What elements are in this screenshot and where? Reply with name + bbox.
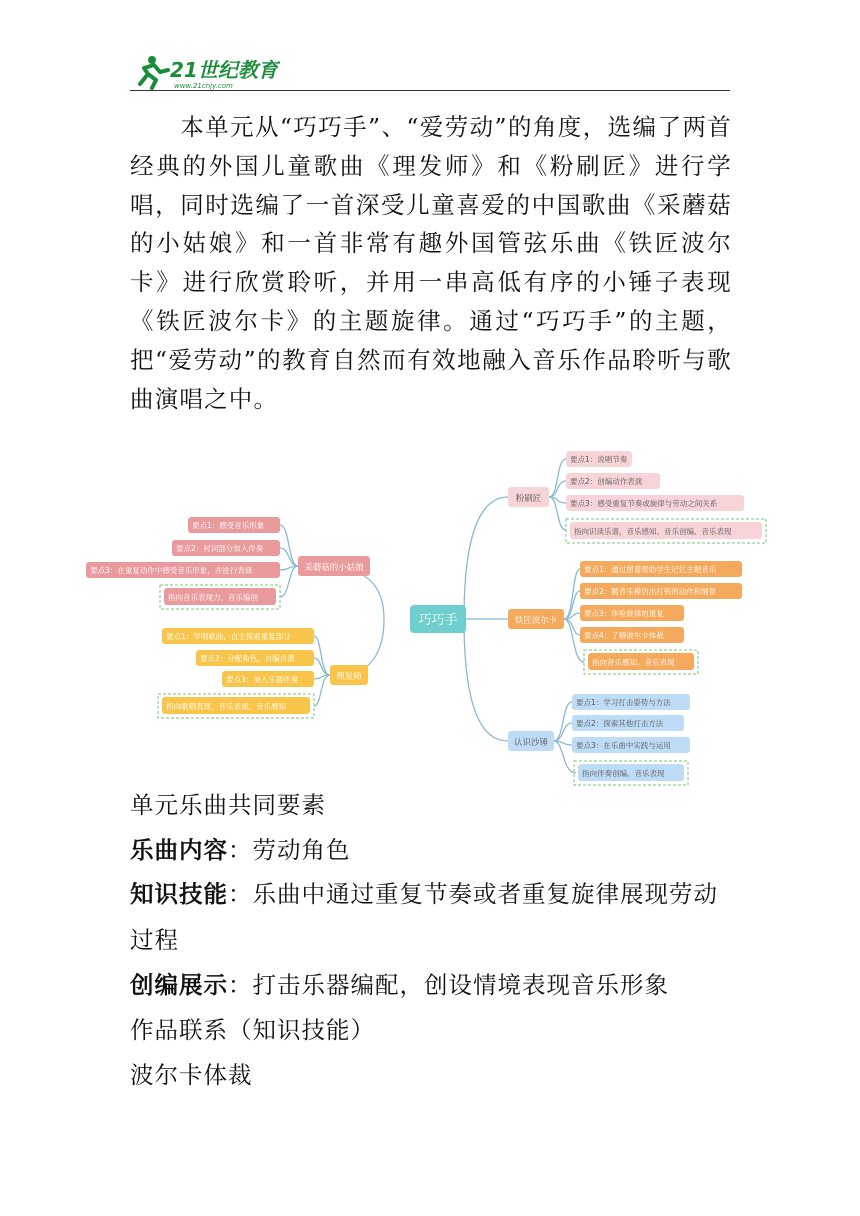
branch-label: 理发师 <box>336 672 362 682</box>
point-item: 要点1：学唱歌曲，自主探索重复部分 <box>166 632 291 641</box>
goal-item: 指向音乐感知、音乐表现 <box>592 658 675 667</box>
label-creative-display: 创编展示 <box>130 971 228 999</box>
goal-item: 指向伴奏创编、音乐表现 <box>582 769 665 778</box>
point-item: 要点3：在重复动作中感受音乐形象，并进行表演 <box>90 566 253 575</box>
branch-label: 粉刷匠 <box>515 494 542 504</box>
point-item: 要点2：衬词部分加入伴奏 <box>176 544 264 553</box>
point-item: 要点1：感受音乐形象 <box>192 521 265 530</box>
branch-fenshuajiang <box>508 451 766 543</box>
logo-url: www.21cnjy.com <box>174 82 233 90</box>
line-music-content <box>130 831 351 865</box>
mindmap <box>84 445 774 795</box>
label-knowledge-skills: 知识技能 <box>130 880 228 908</box>
value-music-content: ：劳动角色 <box>228 836 351 864</box>
point-item: 要点2：随音乐模仿出打铁的动作和情景 <box>584 587 717 596</box>
branch-label: 认识沙锤 <box>513 738 549 748</box>
line-creative-display <box>130 966 669 1000</box>
point-item: 要点1：通过图谱帮助学生记忆主题音乐 <box>584 565 717 574</box>
line-knowledge-skills-cont: 过程 <box>130 926 179 954</box>
point-item: 要点4：了解波尔卡体裁 <box>584 631 664 640</box>
point-item: 要点3：加入乐器伴奏 <box>226 675 299 684</box>
line-knowledge-skills <box>130 875 718 909</box>
value-knowledge-skills: ：乐曲中通过重复节奏或者重复旋律展现劳动 <box>228 880 718 908</box>
value-creative-display: ：打击乐器编配，创设情境表现音乐形象 <box>228 971 669 999</box>
intro-paragraph <box>130 108 732 418</box>
goal-item: 指向歌唱表现、音乐表演、音乐感知 <box>166 702 286 711</box>
mindmap-center-node <box>410 605 466 633</box>
point-item: 要点3：在乐曲中实践与运用 <box>576 741 671 750</box>
branch-label: 采蘑菇的小姑娘 <box>304 563 364 573</box>
header-divider <box>130 90 730 91</box>
logo-text: 21世纪教育 <box>170 58 278 82</box>
branch-caimogu <box>86 517 370 609</box>
branch-label: 铁匠波尔卡 <box>514 616 558 626</box>
runner-icon <box>140 56 168 88</box>
point-item: 要点3：体验旋律的重复 <box>584 609 664 618</box>
branch-lifashi <box>158 628 368 718</box>
line-common-elements: 单元乐曲共同要素 <box>130 791 326 819</box>
point-item: 要点3：感受重复节奏或旋律与劳动之间关系 <box>570 499 718 508</box>
intro-text: 本单元从“巧巧手”、“爱劳动”的角度，选编了两首经典的外国儿童歌曲《理发师》和《粉刷匠》进行学唱，同时选编了一首深受儿童喜爱的中国歌曲《采蘑菇的小姑娘》和一首非常有趣外国管弦乐曲《铁匠波尔卡》进行欣赏聆听，并用一串高低有序的小锤子表现《铁匠波尔卡》的主题旋律。通过“巧巧手”的主题，把“爱劳动”的教育自然而有效地融入音乐作品聆听与歌曲演唱之中。 <box>130 113 732 413</box>
point-item: 要点1：说唱节奏 <box>570 455 628 464</box>
point-item: 要点2：创编动作表演 <box>570 477 643 486</box>
center-label: 巧巧手 <box>418 613 458 628</box>
point-item: 要点1：学习打击姿势与方法 <box>576 698 671 707</box>
page-header <box>130 54 730 92</box>
branch-shachui <box>508 694 690 785</box>
label-music-content: 乐曲内容 <box>130 836 228 864</box>
point-item: 要点2：分配角色，自编自演 <box>200 654 295 663</box>
point-item: 要点2：探索其他打击方法 <box>576 719 664 728</box>
logo-21cnjy <box>130 54 280 90</box>
goal-item: 指向识读乐谱，音乐感知、音乐创编、音乐表现 <box>574 527 732 536</box>
line-polka-genre: 波尔卡体裁 <box>130 1061 253 1089</box>
branch-tiejiang <box>508 561 742 674</box>
line-work-connection: 作品联系（知识技能） <box>130 1016 375 1044</box>
goal-item: 指向音乐表现力、音乐编创 <box>168 593 258 602</box>
